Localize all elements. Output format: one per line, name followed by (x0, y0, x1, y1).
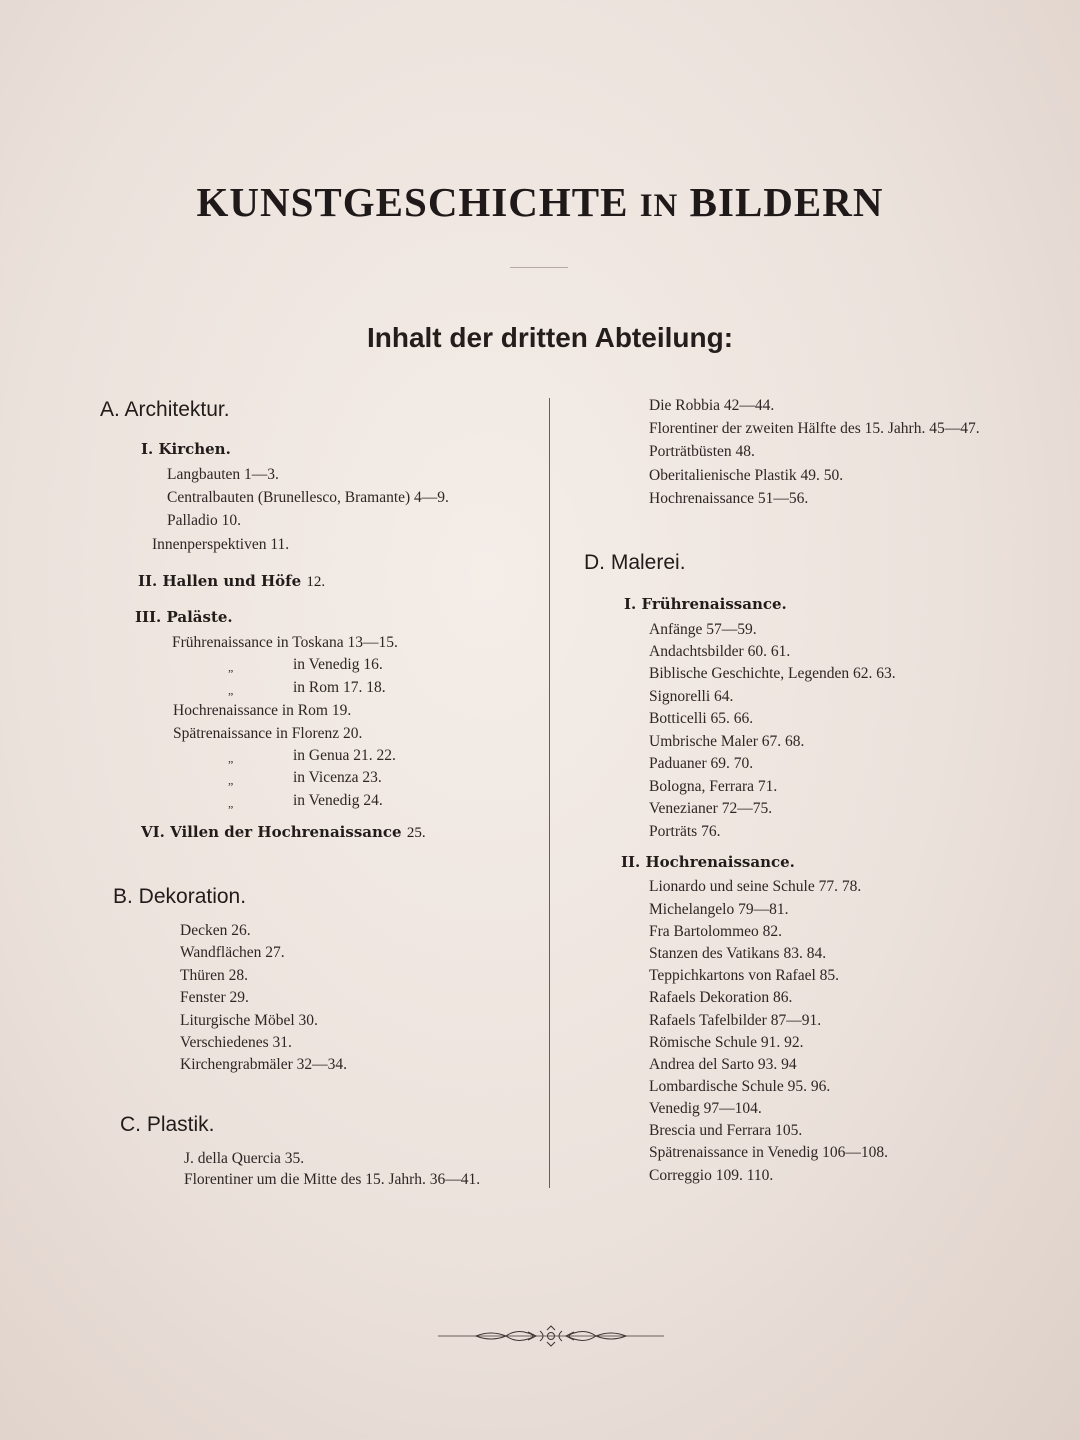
column-divider (549, 398, 550, 1188)
list-item: Fenster 29. (180, 989, 249, 1006)
section-dekoration-title: B. Dekoration. (113, 885, 247, 908)
ditto-mark: „ (228, 773, 234, 787)
list-item: Wandflächen 27. (180, 944, 285, 961)
section-malerei-title: D. Malerei. (584, 551, 686, 574)
list-item: Hochrenaissance in Rom 19. (173, 702, 352, 719)
list-item: Venezianer 72—75. (649, 800, 773, 817)
list-item: Correggio 109. 110. (649, 1167, 774, 1184)
subsection-palaeste-title: III. Paläste. (135, 608, 233, 626)
list-item: J. della Quercia 35. (184, 1150, 305, 1167)
list-item: in Rom 17. 18. (293, 679, 386, 696)
list-item: Paduaner 69. 70. (649, 755, 754, 772)
list-item: Frührenaissance in Toskana 13—15. (172, 634, 398, 651)
list-item: Biblische Geschichte, Legenden 62. 63. (649, 665, 896, 682)
list-item: Hochrenaissance 51—56. (649, 490, 809, 507)
list-item: Brescia und Ferrara 105. (649, 1122, 803, 1139)
list-item: Michelangelo 79—81. (649, 901, 789, 918)
ditto-mark: „ (228, 796, 234, 810)
title-end: BILDERN (689, 179, 884, 225)
page-title (0, 178, 1080, 226)
section-plastik-title: C. Plastik. (120, 1113, 215, 1136)
subsection-villen-title (141, 823, 426, 842)
list-item: Lionardo und seine Schule 77. 78. (649, 878, 862, 895)
list-item: in Venedig 16. (293, 656, 383, 673)
list-item: Stanzen des Vatikans 83. 84. (649, 945, 827, 962)
list-item: Rafaels Tafelbilder 87—91. (649, 1012, 822, 1029)
list-item: Porträtbüsten 48. (649, 443, 755, 460)
list-item: Venedig 97—104. (649, 1100, 762, 1117)
subsection-villen-number: 25. (406, 825, 426, 841)
list-item: Die Robbia 42—44. (649, 397, 775, 414)
list-item: Rafaels Dekoration 86. (649, 989, 793, 1006)
section-architektur-title: A. Architektur. (100, 398, 230, 421)
list-item: Langbauten 1—3. (167, 466, 279, 483)
list-item: Lombardische Schule 95. 96. (649, 1078, 831, 1095)
list-item: Palladio 10. (167, 512, 242, 529)
ditto-mark: „ (228, 660, 234, 674)
decorative-scroll-ornament-icon (436, 1324, 666, 1348)
list-item: Liturgische Möbel 30. (180, 1012, 318, 1029)
title-main: KUNSTGESCHICHTE (196, 179, 629, 225)
list-item: Florentiner der zweiten Hälfte des 15. Jahrh. 45—47. (649, 420, 980, 437)
list-item: Andrea del Sarto 93. 94 (649, 1056, 797, 1073)
subsection-hallen-label: II. Hallen und Höfe (138, 572, 302, 590)
list-item: Kirchengrabmäler 32—34. (180, 1056, 347, 1073)
list-item: Thüren 28. (180, 967, 249, 984)
list-item: Signorelli 64. (649, 688, 734, 705)
subsection-hochrenaissance-title: II. Hochrenaissance. (621, 853, 795, 871)
list-item: Andachtsbilder 60. 61. (649, 643, 791, 660)
title-small: IN (639, 188, 679, 224)
list-item: Botticelli 65. 66. (649, 710, 754, 727)
list-item: Umbrische Maler 67. 68. (649, 733, 805, 750)
subsection-fruehrenaissance-title: I. Frührenaissance. (624, 595, 787, 613)
list-item: Spätrenaissance in Venedig 106—108. (649, 1144, 889, 1161)
list-item: Teppichkartons von Rafael 85. (649, 967, 840, 984)
title-rule (510, 267, 568, 268)
list-item: in Genua 21. 22. (293, 747, 396, 764)
ditto-mark: „ (228, 751, 234, 765)
list-item: Spätrenaissance in Florenz 20. (173, 725, 363, 742)
list-item: Porträts 76. (649, 823, 721, 840)
list-item: in Venedig 24. (293, 792, 383, 809)
list-item: Anfänge 57—59. (649, 621, 757, 638)
subsection-kirchen-title: I. Kirchen. (141, 440, 231, 458)
list-item: Römische Schule 91. 92. (649, 1034, 804, 1051)
subsection-hallen-number: 12. (306, 574, 326, 590)
list-item: Verschiedenes 31. (180, 1034, 292, 1051)
page-subtitle: Inhalt der dritten Abteilung: (366, 322, 734, 353)
list-item: Decken 26. (180, 922, 251, 939)
ditto-mark: „ (228, 683, 234, 697)
list-item: in Vicenza 23. (293, 769, 382, 786)
list-item: Oberitalienische Plastik 49. 50. (649, 467, 844, 484)
list-item: Centralbauten (Brunellesco, Bramante) 4—9. (167, 489, 449, 506)
list-item: Florentiner um die Mitte des 15. Jahrh. 36—41. (184, 1171, 481, 1188)
subsection-hallen-title (138, 572, 325, 591)
subsection-villen-label: VI. Villen der Hochrenaissance (141, 823, 402, 841)
list-item: Innenperspektiven 11. (152, 536, 290, 553)
list-item: Bologna, Ferrara 71. (649, 778, 778, 795)
list-item: Fra Bartolommeo 82. (649, 923, 783, 940)
